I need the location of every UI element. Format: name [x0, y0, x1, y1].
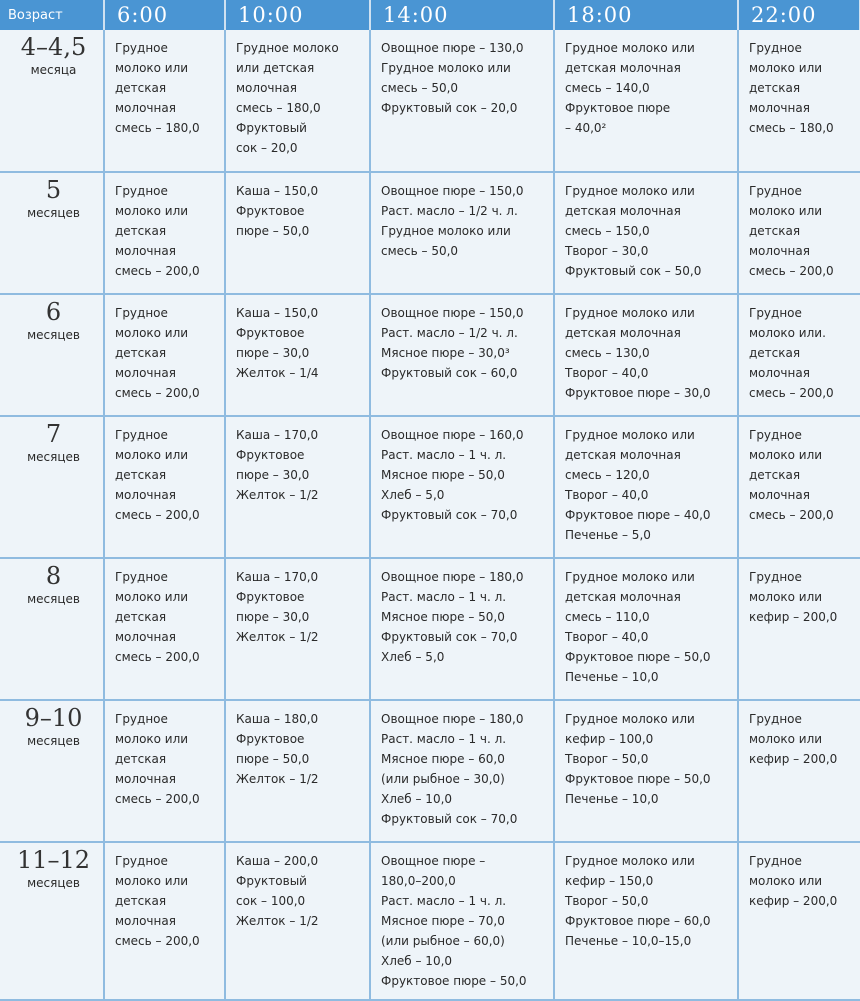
meal-cell: Грудное молоко или детская молочная смесь – 180,0: [104, 30, 225, 172]
age-cell: [0, 294, 104, 416]
age-unit: месяцев: [27, 328, 80, 342]
meal-cell: Грудное молоко или кефир – 100,0 Творог – 50,0 Фруктовое пюре – 50,0 Печенье – 10,0: [554, 700, 738, 842]
meal-cell: Грудное молоко или детская молочная смесь – 120,0 Творог – 40,0 Фруктовое пюре – 40,0 Печенье – 5,0: [554, 416, 738, 558]
meal-cell: Овощное пюре – 180,0 Раст. масло – 1 ч. л. Мясное пюре – 50,0 Фруктовый сок – 70,0 Хлеб – 5,0: [370, 558, 554, 700]
age-value: 5: [45, 176, 62, 204]
meal-cell: Каша – 170,0 Фруктовое пюре – 30,0 Желток – 1/2: [225, 558, 370, 700]
meal-cell: Грудное молоко или детская молочная смесь – 200,0: [738, 416, 860, 558]
meal-cell: Овощное пюре – 150,0 Раст. масло – 1/2 ч. л. Грудное молоко или смесь – 50,0: [370, 172, 554, 294]
table-row: [0, 416, 860, 558]
meal-cell: Овощное пюре – 180,0 Раст. масло – 1 ч. л. Мясное пюре – 60,0 (или рыбное – 30,0) Хлеб – 10,0 Фруктовый сок – 70,0: [370, 700, 554, 842]
age-value: 8: [45, 562, 62, 590]
table-row: [0, 842, 860, 1000]
meal-cell: Каша – 150,0 Фруктовое пюре – 50,0: [225, 172, 370, 294]
meal-cell: Грудное молоко или детская молочная смесь – 200,0: [738, 172, 860, 294]
age-value: 6: [45, 298, 62, 326]
age-unit: месяцев: [27, 592, 80, 606]
meal-cell: Грудное молоко или кефир – 150,0 Творог – 50,0 Фруктовое пюре – 60,0 Печенье – 10,0–15,0: [554, 842, 738, 1000]
meal-cell: Грудное молоко или детская молочная смесь – 180,0: [738, 30, 860, 172]
age-cell: [0, 842, 104, 1000]
age-column-header: Возраст: [0, 0, 104, 30]
meal-cell: Овощное пюре – 130,0 Грудное молоко или смесь – 50,0 Фруктовый сок – 20,0: [370, 30, 554, 172]
age-unit: месяцев: [27, 450, 80, 464]
meal-cell: Грудное молоко или детская молочная смесь – 180,0 Фруктовый сок – 20,0: [225, 30, 370, 172]
table-row: [0, 558, 860, 700]
age-unit: месяцев: [27, 206, 80, 220]
table-row: [0, 700, 860, 842]
meal-cell: Грудное молоко или детская молочная смесь – 200,0: [104, 172, 225, 294]
table-row: [0, 172, 860, 294]
meal-cell: Грудное молоко или кефир – 200,0: [738, 842, 860, 1000]
meal-cell: Грудное молоко или детская молочная смесь – 140,0 Фруктовое пюре – 40,0²: [554, 30, 738, 172]
age-cell: [0, 416, 104, 558]
age-value: 4–4,5: [20, 33, 87, 61]
meal-cell: Грудное молоко или кефир – 200,0: [738, 700, 860, 842]
meal-cell: Грудное молоко или детская молочная смесь – 150,0 Творог – 30,0 Фруктовый сок – 50,0: [554, 172, 738, 294]
meal-cell: Овощное пюре – 150,0 Раст. масло – 1/2 ч. л. Мясное пюре – 30,0³ Фруктовый сок – 60,0: [370, 294, 554, 416]
age-unit: месяцев: [27, 734, 80, 748]
meal-cell: Каша – 150,0 Фруктовое пюре – 30,0 Желток – 1/4: [225, 294, 370, 416]
time-column-header: 10:00: [225, 0, 370, 30]
meal-cell: Грудное молоко или. детская молочная смесь – 200,0: [738, 294, 860, 416]
meal-cell: Овощное пюре – 160,0 Раст. масло – 1 ч. л. Мясное пюре – 50,0 Хлеб – 5,0 Фруктовый сок – 70,0: [370, 416, 554, 558]
age-cell: [0, 30, 104, 172]
meal-cell: Грудное молоко или кефир – 200,0: [738, 558, 860, 700]
age-unit: месяцев: [27, 876, 80, 890]
time-column-header: 6:00: [104, 0, 225, 30]
meal-cell: Грудное молоко или детская молочная смесь – 200,0: [104, 842, 225, 1000]
age-value: 9–10: [24, 704, 83, 732]
age-cell: [0, 700, 104, 842]
meal-cell: Грудное молоко или детская молочная смесь – 200,0: [104, 294, 225, 416]
time-column-header: 18:00: [554, 0, 738, 30]
table-row: [0, 30, 860, 172]
meal-cell: Каша – 200,0 Фруктовый сок – 100,0 Желток – 1/2: [225, 842, 370, 1000]
age-cell: [0, 558, 104, 700]
header-row: [0, 0, 860, 30]
table-row: [0, 294, 860, 416]
age-cell: [0, 172, 104, 294]
meal-cell: Каша – 170,0 Фруктовое пюре – 30,0 Желток – 1/2: [225, 416, 370, 558]
meal-cell: Каша – 180,0 Фруктовое пюре – 50,0 Желток – 1/2: [225, 700, 370, 842]
meal-cell: Грудное молоко или детская молочная смесь – 130,0 Творог – 40,0 Фруктовое пюре – 30,0: [554, 294, 738, 416]
meal-cell: Грудное молоко или детская молочная смесь – 200,0: [104, 416, 225, 558]
age-unit: месяца: [30, 63, 77, 77]
meal-cell: Овощное пюре – 180,0–200,0 Раст. масло – 1 ч. л. Мясное пюре – 70,0 (или рыбное – 60,0) Хлеб – 10,0 Фруктовое пюре – 50,0: [370, 842, 554, 1000]
meal-cell: Грудное молоко или детская молочная смесь – 200,0: [104, 558, 225, 700]
age-value: 11–12: [16, 846, 91, 874]
time-column-header: 22:00: [738, 0, 860, 30]
time-column-header: 14:00: [370, 0, 554, 30]
meal-cell: Грудное молоко или детская молочная смесь – 110,0 Творог – 40,0 Фруктовое пюре – 50,0 Печенье – 10,0: [554, 558, 738, 700]
meal-cell: Грудное молоко или детская молочная смесь – 200,0: [104, 700, 225, 842]
age-value: 7: [45, 420, 62, 448]
